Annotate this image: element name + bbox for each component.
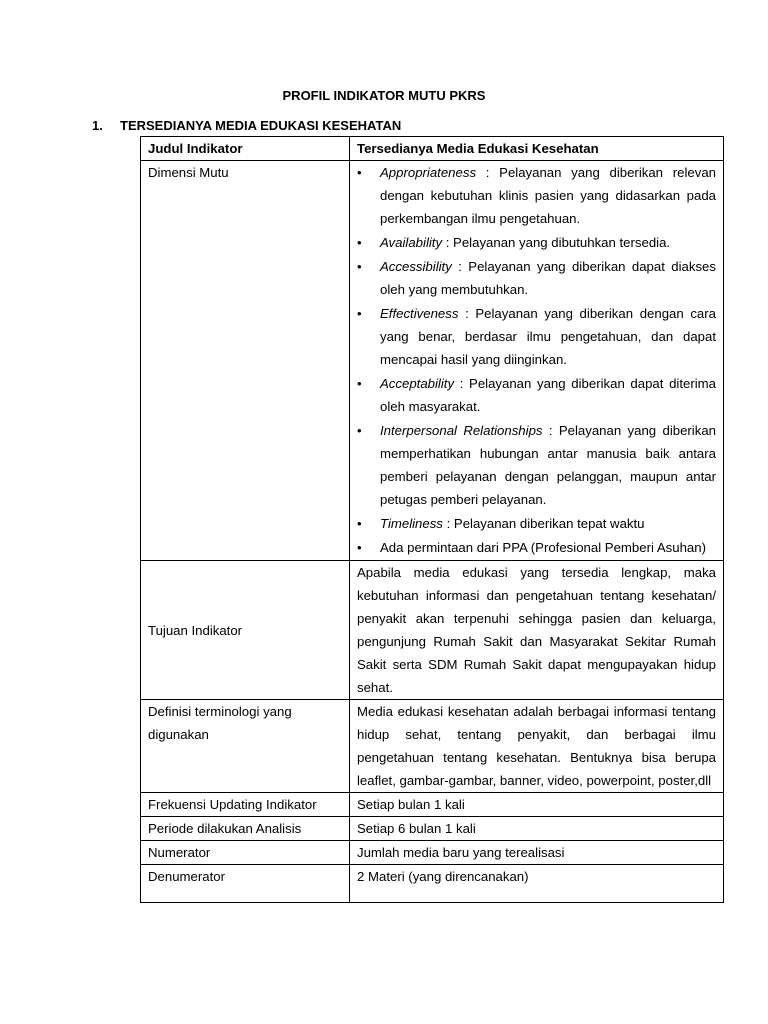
table-row-dimensi [141, 161, 724, 561]
dimensi-item [357, 419, 716, 511]
dimensi-term: Timeliness [380, 516, 443, 531]
definisi-label-cell: Definisi terminologi yang digunakan [141, 700, 350, 793]
dimensi-term: Accessibility [380, 259, 452, 274]
denumerator-label-cell: Denumerator [141, 865, 350, 903]
header-label-cell: Judul Indikator [141, 137, 350, 161]
frekuensi-label-cell: Frekuensi Updating Indikator [141, 793, 350, 817]
dimensi-value-cell [350, 161, 724, 561]
dimensi-term: Interpersonal Relationships [380, 423, 543, 438]
dimensi-text: : Pelayanan yang diberikan dapat diterima oleh masyarakat. [380, 376, 716, 414]
dimensi-text: : Pelayanan yang diberikan memperhatikan hubungan antar manusia baik antara pemberi pelayanan dengan pelanggan, maupun antar petugas pemberi pelayanan. [380, 423, 716, 507]
tujuan-value-cell: Apabila media edukasi yang tersedia lengkap, maka kebutuhan informasi dan pengetahuan tentang kesehatan/ penyakit akan terpenuhi sehingga pasien dan keluarga, pengunjung Rumah Sakit dan Masyarakat Sekitar Rumah Sakit serta SDM Rumah Sakit dapat mengupayakan hidup sehat. [350, 561, 724, 700]
dimensi-term: Availability [380, 235, 443, 250]
dimensi-term: Appropriateness [380, 165, 477, 180]
dimensi-text: : Pelayanan diberikan tepat waktu [442, 516, 645, 531]
dimensi-term: Effectiveness [380, 306, 459, 321]
dimensi-text: Ada permintaan dari PPA (Profesional Pemberi Asuhan) [380, 540, 706, 555]
dimensi-item [357, 255, 716, 301]
dimensi-item [357, 536, 716, 559]
definisi-value-cell: Media edukasi kesehatan adalah berbagai informasi tentang hidup sehat, tentang penyakit, dan berbagai ilmu pengetahuan tentang kesehatan. Bentuknya bisa berupa leaflet, gambar-gambar, banner, video, powerpoint, poster,dll [350, 700, 724, 793]
dimensi-list [357, 161, 716, 559]
dimensi-text: : Pelayanan yang dibutuhkan tersedia. [442, 235, 671, 250]
dimensi-text: : Pelayanan yang diberikan relevan dengan kebutuhan klinis pasien yang didasarkan pada perkembangan ilmu pengetahuan. [380, 165, 716, 226]
table-row-definisi [141, 700, 724, 793]
table-row-frekuensi [141, 793, 724, 817]
dimensi-label-cell: Dimensi Mutu [141, 161, 350, 561]
section-heading [92, 118, 401, 133]
table-row-numerator [141, 841, 724, 865]
indicator-profile-table [140, 136, 724, 903]
table-row-periode [141, 817, 724, 841]
dimensi-item [357, 231, 716, 254]
dimensi-item [357, 512, 716, 535]
table-row-header [141, 137, 724, 161]
dimensi-text: : Pelayanan yang diberikan dapat diakses oleh yang membutuhkan. [380, 259, 716, 297]
numerator-value-cell: Jumlah media baru yang terealisasi [350, 841, 724, 865]
dimensi-term: Acceptability [380, 376, 455, 391]
dimensi-text: : Pelayanan yang diberikan dengan cara yang benar, berdasar ilmu pengetahuan, dan dapat mencapai hasil yang diinginkan. [380, 306, 716, 367]
section-title: TERSEDIANYA MEDIA EDUKASI KESEHATAN [120, 118, 402, 133]
header-value-cell: Tersedianya Media Edukasi Kesehatan [350, 137, 724, 161]
table-row-denumerator [141, 865, 724, 903]
periode-label-cell: Periode dilakukan Analisis [141, 817, 350, 841]
tujuan-label-cell: Tujuan Indikator [141, 561, 350, 700]
periode-value-cell: Setiap 6 bulan 1 kali [350, 817, 724, 841]
dimensi-item [357, 302, 716, 371]
dimensi-item [357, 372, 716, 418]
numerator-label-cell: Numerator [141, 841, 350, 865]
frekuensi-value-cell: Setiap bulan 1 kali [350, 793, 724, 817]
table-row-tujuan [141, 561, 724, 700]
dimensi-item [357, 161, 716, 230]
section-number: 1. [92, 118, 103, 133]
page-title: PROFIL INDIKATOR MUTU PKRS [282, 88, 486, 103]
denumerator-value-cell: 2 Materi (yang direncanakan) [350, 865, 724, 903]
